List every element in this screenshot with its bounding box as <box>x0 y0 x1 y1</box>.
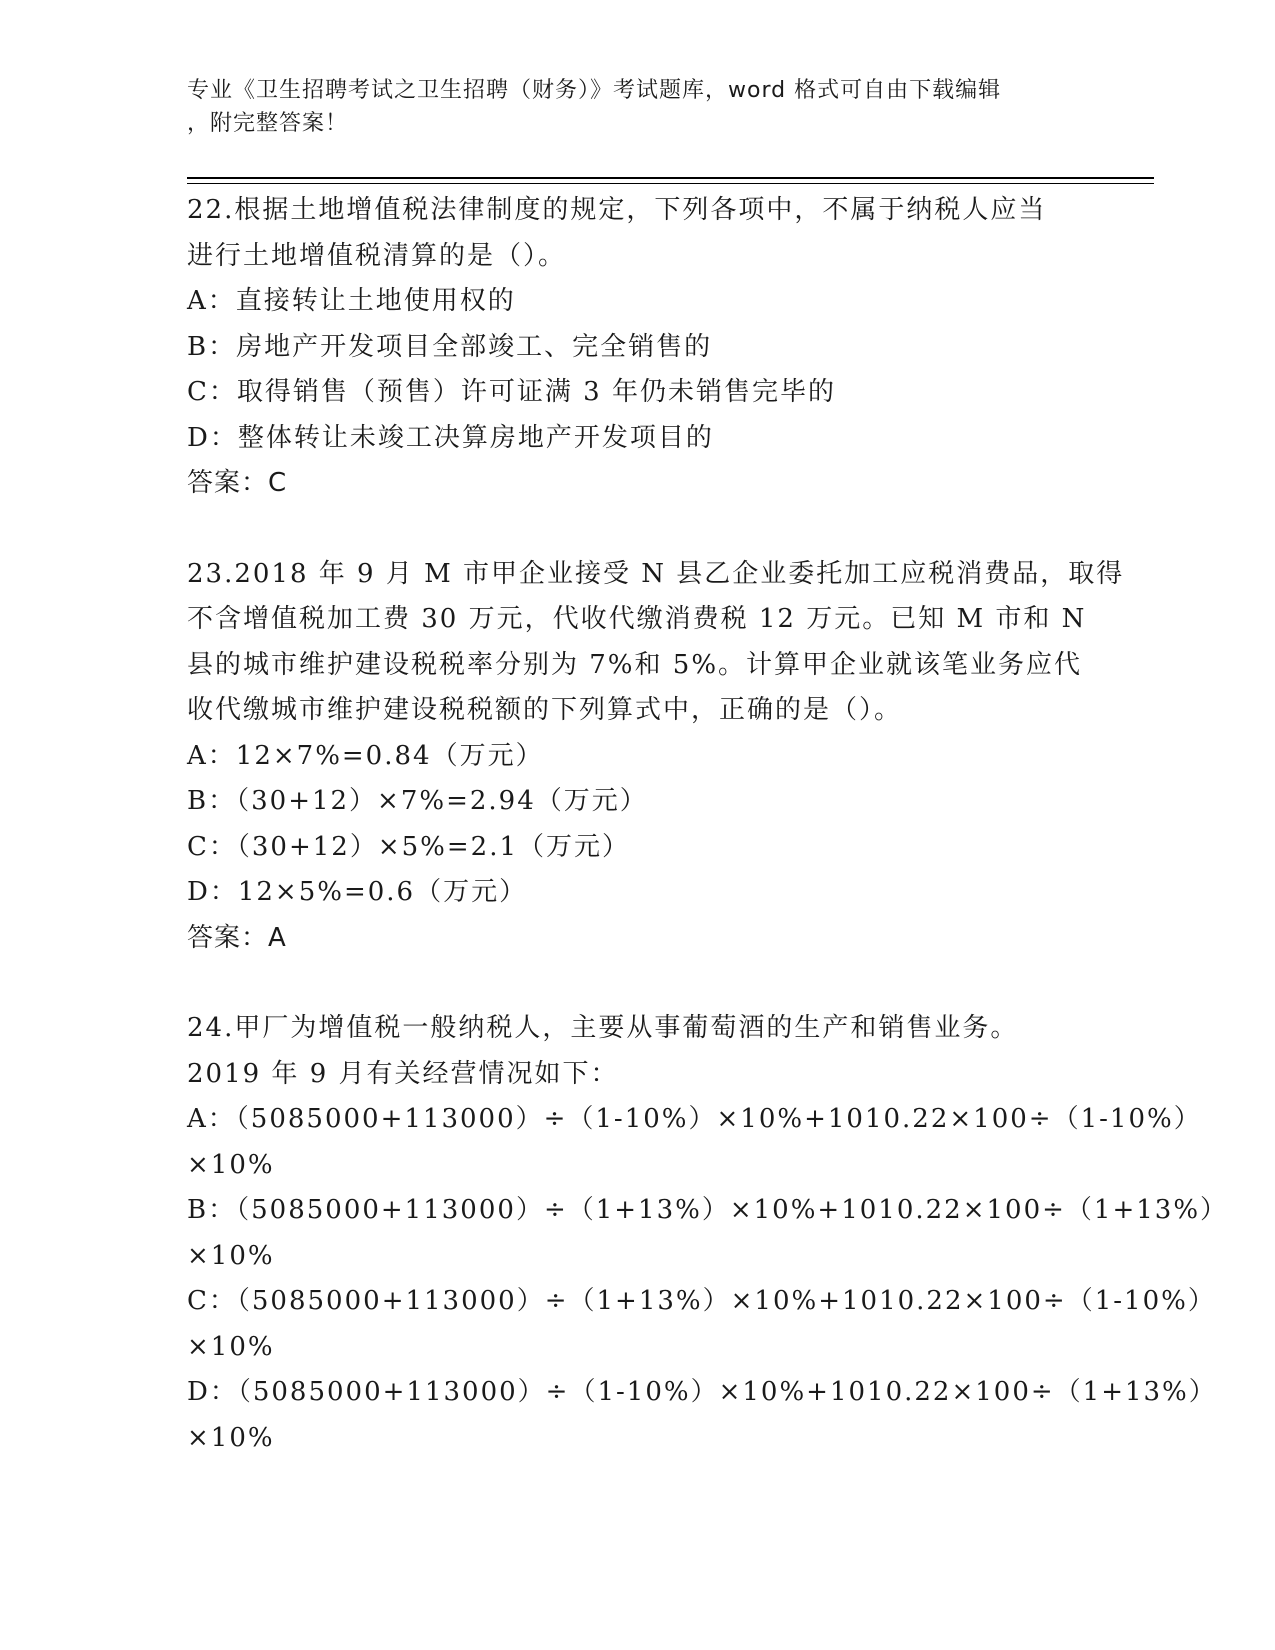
question-stem-line: 进行土地增值税清算的是（）。 <box>187 240 567 271</box>
spacer <box>187 961 1087 1006</box>
question-22 <box>187 188 1087 507</box>
option-d: D：整体转让未竣工决算房地产开发项目的 <box>187 422 714 453</box>
option-c-continued: ×10% <box>187 1331 275 1362</box>
question-stem-line: 2019 年 9 月有关经营情况如下： <box>187 1058 619 1089</box>
question-stem-line: 23.2018 年 9 月 M 市甲企业接受 N 县乙企业委托加工应税消费品，取得 <box>187 558 1125 589</box>
option-a: A：12×7%=0.84（万元） <box>187 740 544 771</box>
option-b: B：（30+12）×7%=2.94（万元） <box>187 786 648 816</box>
option-d: D：12×5%=0.6（万元） <box>187 877 528 907</box>
spacer <box>187 507 1087 552</box>
header-line-2: ，附完整答案！ <box>187 111 349 136</box>
question-stem-line: 县的城市维护建设税税率分别为 7%和 5%。计算甲企业就该笔业务应代 <box>187 649 1083 680</box>
answer-line: 答案：A <box>187 922 287 953</box>
header-divider-thin <box>187 183 1154 184</box>
header-divider-thick <box>187 177 1154 179</box>
document-header <box>187 74 1087 140</box>
question-23 <box>187 552 1125 962</box>
answer-line: 答案：C <box>187 468 288 498</box>
question-list <box>187 188 1229 1461</box>
option-c: C：（5085000+113000）÷（1+13%）×10%+1010.22×100÷（1-10%） <box>187 1286 1216 1316</box>
option-d: D：（5085000+113000）÷（1-10%）×10%+1010.22×100÷（1+13%） <box>187 1377 1217 1407</box>
question-24 <box>187 1006 1229 1461</box>
option-c: C：取得销售（预售）许可证满 3 年仍未销售完毕的 <box>187 377 836 407</box>
option-b-continued: ×10% <box>187 1240 275 1271</box>
question-stem-line: 22.根据土地增值税法律制度的规定，下列各项中，不属于纳税人应当 <box>187 195 1047 225</box>
question-stem-line: 不含增值税加工费 30 万元，代收代缴消费税 12 万元。已知 M 市和 N <box>187 604 1087 634</box>
option-a-continued: ×10% <box>187 1149 275 1180</box>
question-stem-line: 收代缴城市维护建设税税额的下列算式中，正确的是（）。 <box>187 695 903 725</box>
option-c: C：（30+12）×5%=2.1（万元） <box>187 831 631 862</box>
option-b: B：房地产开发项目全部竣工、完全销售的 <box>187 331 713 362</box>
header-line-1: 专业《卫生招聘考试之卫生招聘（财务）》考试题库，word 格式可自由下载编辑 <box>187 78 1002 103</box>
option-a: A：直接转让土地使用权的 <box>187 286 516 316</box>
question-stem-line: 24.甲厂为增值税一般纳税人，主要从事葡萄酒的生产和销售业务。 <box>187 1013 1019 1043</box>
option-b: B：（5085000+113000）÷（1+13%）×10%+1010.22×100÷（1+13%） <box>187 1195 1229 1225</box>
option-a: A：（5085000+113000）÷（1-10%）×10%+1010.22×100÷（1-10%） <box>187 1104 1202 1134</box>
option-d-continued: ×10% <box>187 1422 275 1453</box>
